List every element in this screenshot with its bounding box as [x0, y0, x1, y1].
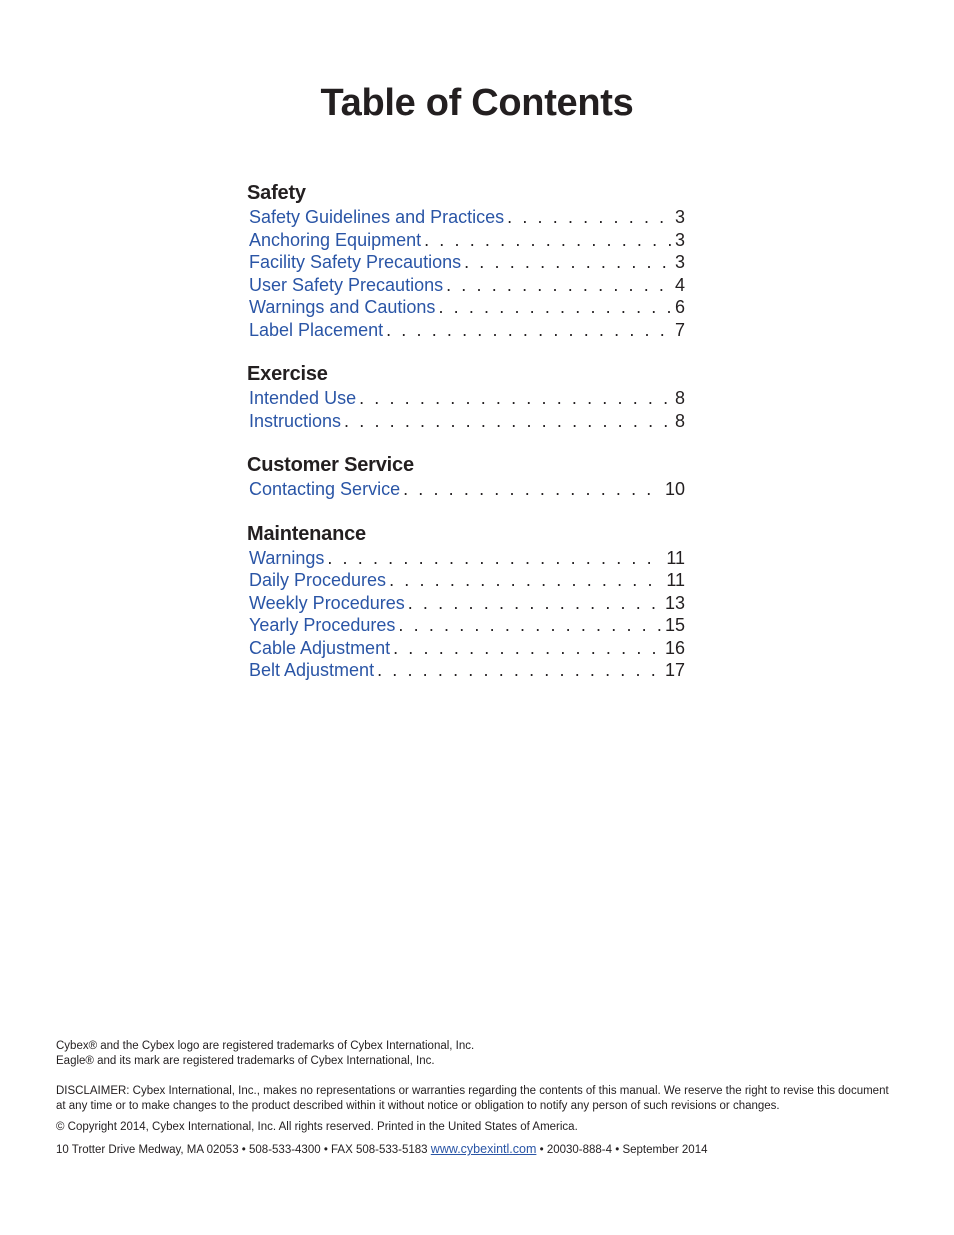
page-number: 3: [674, 252, 685, 272]
dot-leader: [408, 592, 662, 615]
contact-line: [56, 1142, 896, 1158]
toc-link[interactable]: Label Placement: [249, 319, 384, 340]
dot-leader: [438, 296, 672, 319]
toc-entry[interactable]: [247, 569, 685, 592]
toc-entry[interactable]: [247, 229, 685, 252]
disclaimer: DISCLAIMER: Cybex International, Inc., makes no representations or warranties regarding the contents of this manual. We reserve the right to revise this document at any time or to make changes to the product described within it without notice or obligation to notify any person of such revisions or changes.: [56, 1085, 889, 1112]
toc-link[interactable]: Cable Adjustment: [249, 637, 391, 658]
toc-entry[interactable]: [247, 206, 685, 229]
page-number: 11: [666, 547, 685, 568]
toc-entry[interactable]: [247, 387, 685, 410]
page-number: 3: [674, 207, 685, 227]
section-customer-service: [247, 452, 685, 501]
toc-link[interactable]: Yearly Procedures: [249, 615, 396, 635]
dot-leader: [424, 229, 672, 252]
toc-entry[interactable]: [247, 592, 685, 615]
toc-link[interactable]: Warnings and Cautions: [249, 297, 436, 317]
page-number: 16: [664, 637, 685, 658]
page-title: Table of Contents: [320, 82, 634, 124]
toc-entry[interactable]: [247, 547, 685, 570]
page-number: 4: [674, 274, 685, 295]
page-number: 8: [674, 388, 685, 408]
toc-link[interactable]: Warnings: [249, 547, 325, 568]
page-number: 13: [664, 592, 685, 613]
dot-leader: [446, 274, 672, 297]
section-heading: Safety: [247, 182, 306, 204]
section-heading: Customer Service: [247, 454, 414, 476]
table-of-contents: [247, 180, 685, 702]
toc-link[interactable]: Intended Use: [249, 388, 357, 408]
toc-link[interactable]: Instructions: [249, 410, 342, 431]
section-heading: Exercise: [247, 363, 328, 385]
dot-leader: [507, 206, 672, 229]
toc-entry[interactable]: [247, 614, 685, 637]
website-link[interactable]: www.cybexintl.com: [430, 1142, 537, 1156]
dot-leader: [398, 614, 662, 637]
toc-link[interactable]: Anchoring Equipment: [249, 229, 422, 250]
page-number: 8: [674, 410, 685, 431]
document-info: • 20030-888-4 • September 2014: [539, 1144, 708, 1156]
toc-entry[interactable]: [247, 478, 685, 501]
address: 10 Trotter Drive Medway, MA 02053 • 508-533-4300 • FAX 508-533-5183: [56, 1144, 428, 1156]
dot-leader: [393, 637, 662, 660]
page-number: 11: [666, 570, 685, 590]
page-number: 15: [664, 615, 685, 635]
dot-leader: [377, 659, 662, 682]
toc-entry[interactable]: [247, 637, 685, 660]
toc-entry[interactable]: [247, 319, 685, 342]
toc-link[interactable]: Daily Procedures: [249, 570, 387, 590]
page-number: 3: [674, 229, 685, 250]
page-number: 17: [664, 660, 685, 680]
toc-entry[interactable]: [247, 659, 685, 682]
section-maintenance: [247, 521, 685, 682]
dot-leader: [464, 251, 672, 274]
page-number: 7: [674, 319, 685, 340]
toc-entry[interactable]: [247, 274, 685, 297]
toc-entry[interactable]: [247, 410, 685, 433]
copyright: © Copyright 2014, Cybex International, Inc. All rights reserved. Printed in the United States of America.: [56, 1121, 578, 1133]
dot-leader: [359, 387, 672, 410]
section-exercise: [247, 361, 685, 432]
dot-leader: [327, 547, 663, 570]
toc-link[interactable]: Facility Safety Precautions: [249, 252, 462, 272]
trademark-notice: Eagle® and its mark are registered trademarks of Cybex International, Inc.: [56, 1055, 435, 1067]
toc-link[interactable]: Safety Guidelines and Practices: [249, 207, 505, 227]
toc-link[interactable]: User Safety Precautions: [249, 274, 444, 295]
toc-link[interactable]: Belt Adjustment: [249, 660, 375, 680]
trademark-notice: Cybex® and the Cybex logo are registered trademarks of Cybex International, Inc.: [56, 1040, 475, 1052]
toc-entry[interactable]: [247, 296, 685, 319]
section-safety: [247, 180, 685, 341]
page-number: 6: [674, 297, 685, 317]
page-number: 10: [664, 479, 685, 499]
dot-leader: [403, 478, 662, 501]
dot-leader: [389, 569, 663, 592]
footer: [56, 1039, 896, 1158]
toc-link[interactable]: Contacting Service: [249, 479, 401, 499]
section-heading: Maintenance: [247, 522, 366, 545]
toc-entry[interactable]: [247, 251, 685, 274]
toc-link[interactable]: Weekly Procedures: [249, 592, 405, 613]
dot-leader: [344, 410, 672, 433]
dot-leader: [386, 319, 672, 342]
